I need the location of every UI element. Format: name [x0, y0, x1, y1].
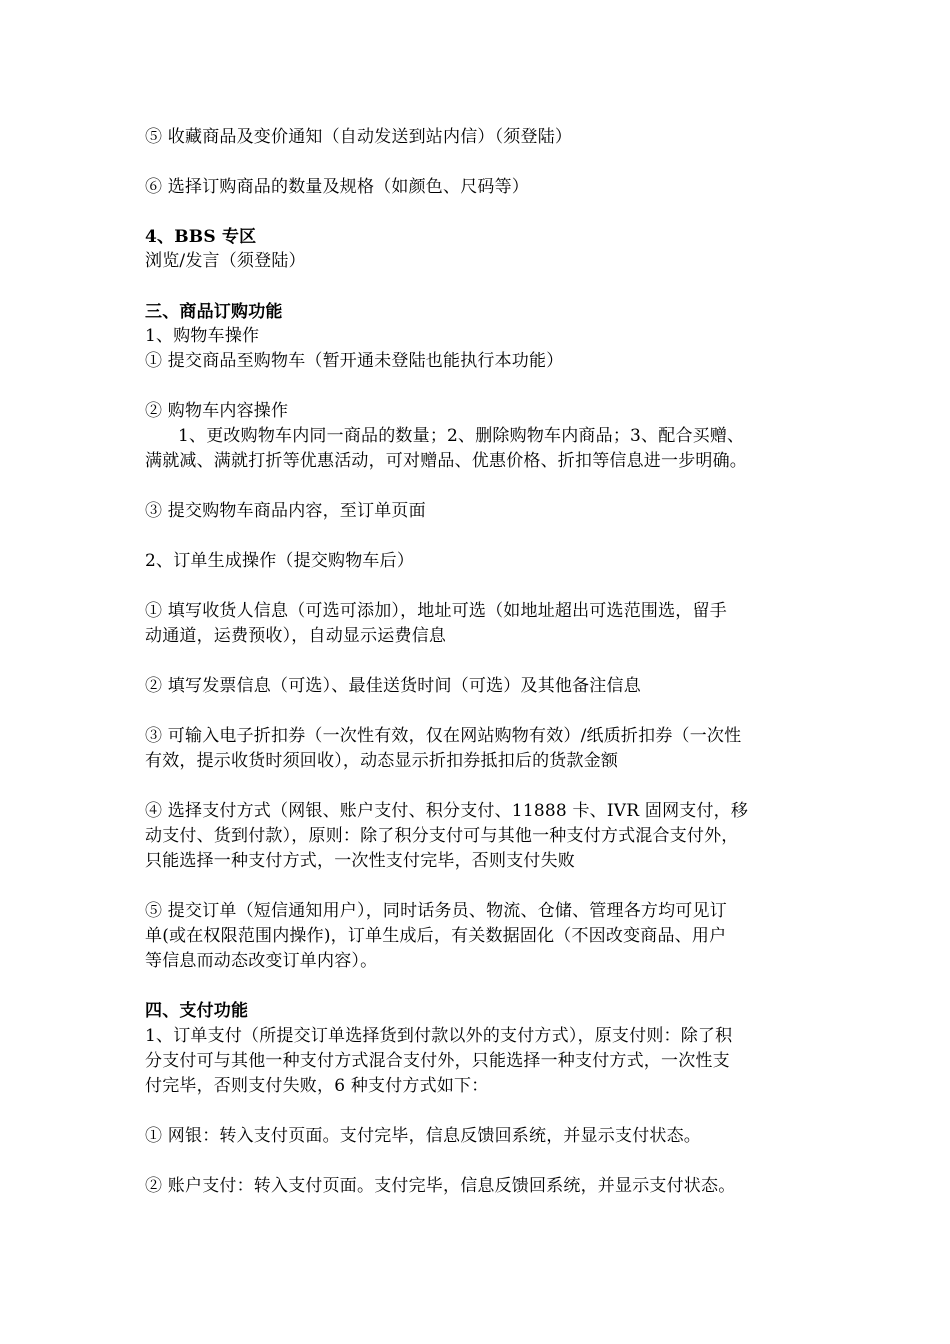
- payment-intro-line-3: 付完毕，否则支付失败，6 种支付方式如下：: [145, 1076, 489, 1096]
- cart-title: 1、购物车操作: [145, 326, 260, 346]
- order-item-3-line-1: ③ 可输入电子折扣券（一次性有效，仅在网站购物有效）/纸质折扣券（一次性: [145, 726, 742, 746]
- ordering-heading: 三、商品订购功能: [145, 302, 283, 322]
- order-item-5-line-1: ⑤ 提交订单（短信通知用户），同时话务员、物流、仓储、管理各方均可见订: [145, 901, 727, 921]
- order-item-5-line-2: 单(或在权限范围内操作)，订单生成后，有关数据固化（不因改变商品、用户: [145, 926, 727, 946]
- payment-item-1: ① 网银：转入支付页面。支付完毕，信息反馈回系统，并显示支付状态。: [145, 1126, 702, 1146]
- cart-item-2: ② 购物车内容操作: [145, 401, 289, 421]
- bbs-text: 浏览/发言（须登陆）: [145, 251, 306, 271]
- browse-item-5: ⑤ 收藏商品及变价通知（自动发送到站内信）（须登陆）: [145, 127, 573, 147]
- order-item-1-line-1: ① 填写收货人信息（可选可添加），地址可选（如地址超出可选范围选，留手: [145, 601, 727, 621]
- cart-item-2-detail-line-2: 满就减、满就打折等优惠活动，可对赠品、优惠价格、折扣等信息进一步明确。: [145, 451, 747, 471]
- order-item-4-line-2: 动支付、货到付款），原则：除了积分支付可与其他一种支付方式混合支付外，: [145, 826, 739, 846]
- payment-item-2: ② 账户支付：转入支付页面。支付完毕，信息反馈回系统，并显示支付状态。: [145, 1176, 736, 1196]
- order-item-4-line-1: ④ 选择支付方式（网银、账户支付、积分支付、11888 卡、IVR 固网支付，移: [145, 801, 749, 821]
- order-item-3-line-2: 有效，提示收货时须回收），动态显示折扣券抵扣后的货款金额: [145, 751, 619, 771]
- cart-item-3: ③ 提交购物车商品内容，至订单页面: [145, 501, 426, 521]
- cart-item-2-detail-line-1: 1、更改购物车内同一商品的数量；2、删除购物车内商品；3、配合买赠、: [178, 426, 745, 446]
- browse-item-6: ⑥ 选择订购商品的数量及规格（如颜色、尺码等）: [145, 177, 530, 197]
- order-title: 2、订单生成操作（提交购物车后）: [145, 551, 415, 571]
- order-item-1-line-2: 动通道，运费预收），自动显示运费信息: [145, 626, 447, 646]
- payment-intro-line-1: 1、订单支付（所提交订单选择货到付款以外的支付方式），原支付则：除了积: [145, 1026, 733, 1046]
- order-item-4-line-3: 只能选择一种支付方式，一次性支付完毕，否则支付失败: [145, 851, 575, 871]
- bbs-heading: 4、BBS 专区: [145, 227, 257, 247]
- order-item-5-line-3: 等信息而动态改变订单内容）。: [145, 951, 378, 971]
- order-item-2: ② 填写发票信息（可选）、最佳送货时间（可选）及其他备注信息: [145, 676, 641, 696]
- payment-intro-line-2: 分支付可与其他一种支付方式混合支付外，只能选择一种支付方式，一次性支: [145, 1051, 730, 1071]
- cart-item-1: ① 提交商品至购物车（暂开通未登陆也能执行本功能）: [145, 351, 564, 371]
- payment-heading: 四、支付功能: [145, 1001, 249, 1021]
